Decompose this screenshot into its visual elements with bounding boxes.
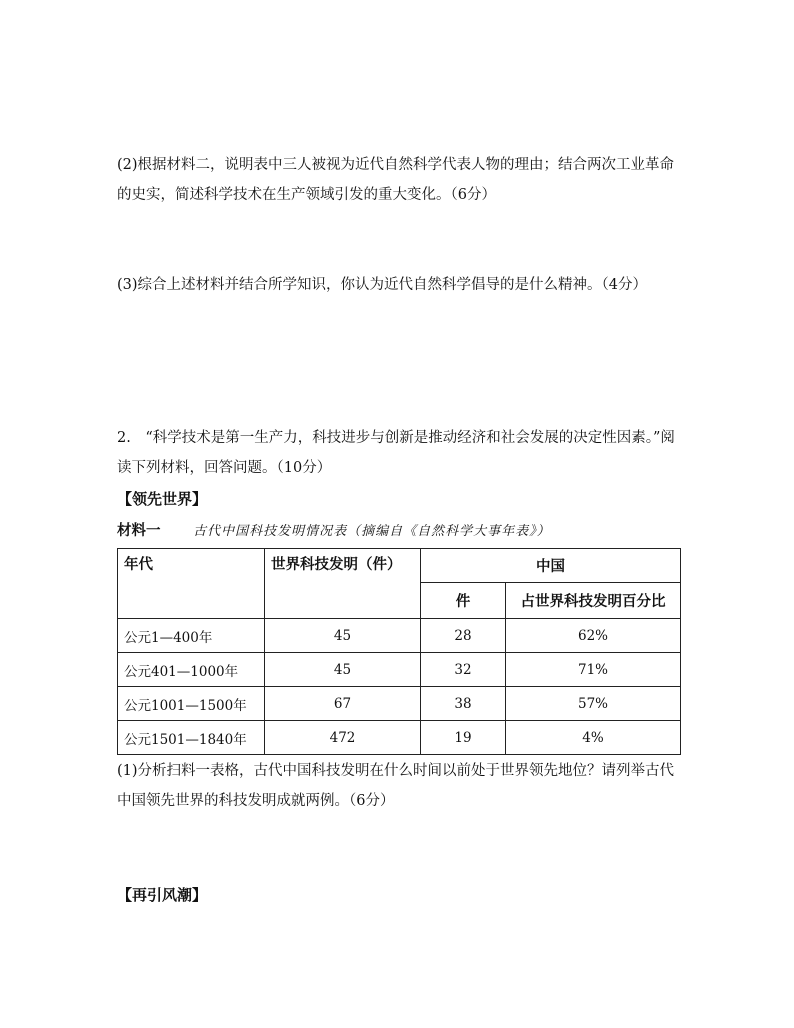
cell-world: 45 (265, 619, 421, 653)
cell-world: 472 (265, 721, 421, 755)
cell-world: 67 (265, 687, 421, 721)
cell-count: 32 (421, 653, 506, 687)
table-row (118, 721, 681, 755)
material-caption: 古代中国科技发明情况表（摘编自《自然科学大事年表》） (193, 524, 551, 539)
question-2-text: (2)根据材料二，说明表中三人被视为近代自然科学代表人物的理由；结合两次工业革命的史实，简述科学技术在生产领域引发的重大变化。（6分） (117, 157, 675, 203)
header-percent: 占世界科技发明百分比 (506, 583, 681, 619)
material-one-line (117, 519, 551, 540)
cell-era: 公元401—1000年 (118, 653, 265, 687)
question-1-text: (1)分析扫料一表格，古代中国科技发明在什么时间以前处于世界领先地位？请列举古代中国领先世界的科技发明成就两例。（6分） (117, 763, 675, 809)
question-3-text: (3)综合上述材料并结合所学知识，你认为近代自然科学倡导的是什么精神。（4分） (117, 277, 648, 293)
table-row (118, 619, 681, 653)
table-row (118, 653, 681, 687)
material-label: 材料一 (117, 523, 161, 539)
cell-percent: 57% (506, 687, 681, 721)
header-china: 中国 (421, 549, 681, 583)
cell-percent: 71% (506, 653, 681, 687)
section-heading-trend: 【再引风潮】 (117, 886, 208, 904)
cell-percent: 62% (506, 619, 681, 653)
cell-count: 28 (421, 619, 506, 653)
cell-world: 45 (265, 653, 421, 687)
cell-percent: 4% (506, 721, 681, 755)
cell-count: 19 (421, 721, 506, 755)
section-heading-lead-world: 【领先世界】 (117, 490, 208, 508)
cell-era: 公元1501—1840年 (118, 721, 265, 755)
header-world-inventions: 世界科技发明（件） (265, 549, 421, 619)
header-era: 年代 (118, 549, 265, 619)
cell-era: 公元1001—1500年 (118, 687, 265, 721)
cell-count: 38 (421, 687, 506, 721)
header-count: 件 (421, 583, 506, 619)
item-2-text: 2. “科学技术是第一生产力，科技进步与创新是推动经济和社会发展的决定性因素。”阅读下列材料，回答问题。（10分） (117, 430, 675, 476)
table-row (118, 687, 681, 721)
invention-table (117, 548, 681, 755)
cell-era: 公元1—400年 (118, 619, 265, 653)
